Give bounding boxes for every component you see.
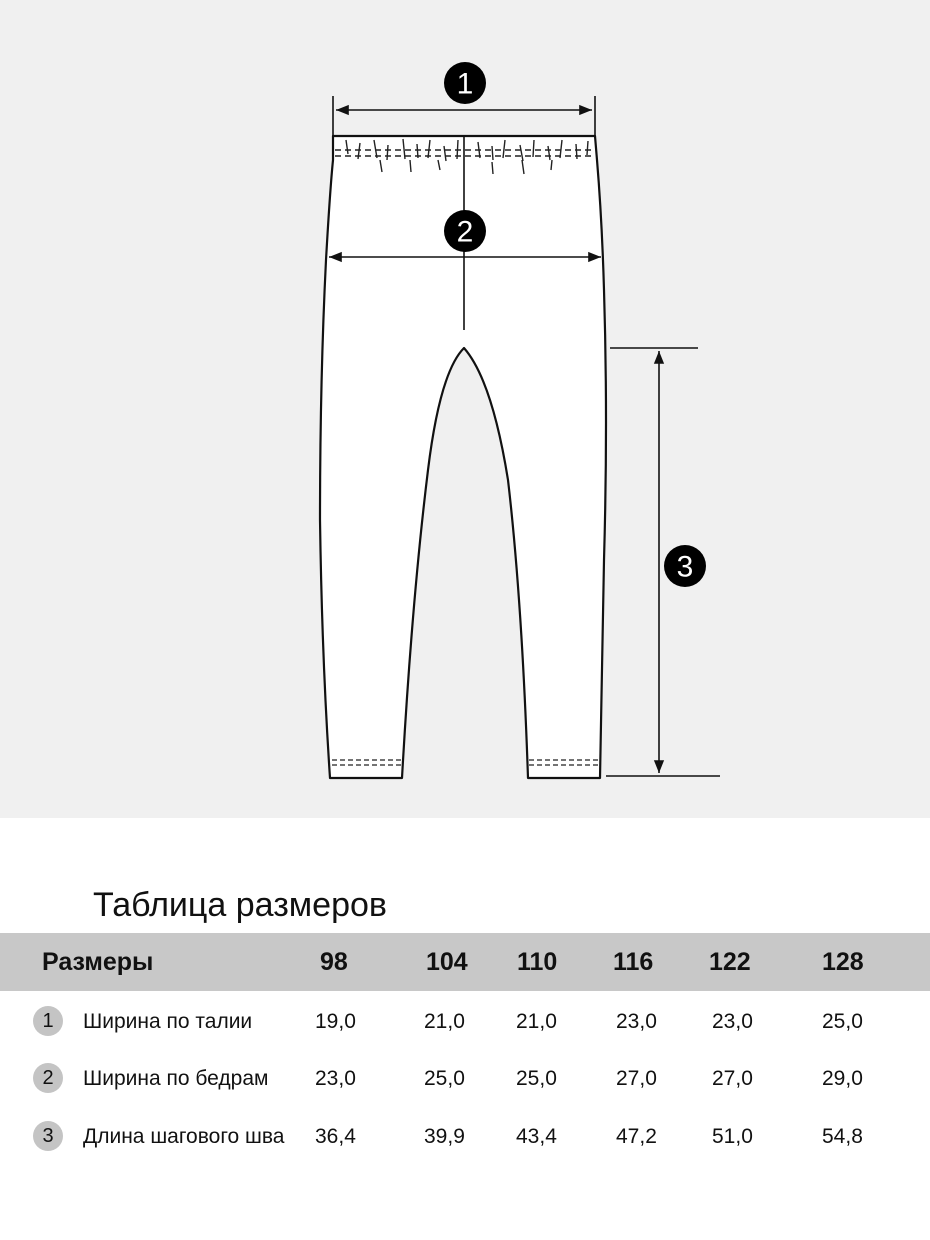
svg-text:2: 2 [456, 215, 474, 249]
marker-2 [444, 210, 486, 252]
cell-value: 21,0 [516, 1010, 557, 1033]
size-128: 128 [822, 948, 864, 976]
cell-value: 23,0 [616, 1010, 657, 1033]
row-number-badge: 3 [33, 1121, 63, 1151]
size-122: 122 [709, 948, 751, 976]
cell-value: 27,0 [616, 1067, 657, 1090]
cell-value: 47,2 [616, 1125, 657, 1148]
marker-1 [444, 62, 486, 104]
table-title: Таблица размеров [93, 886, 387, 924]
row-label: Длина шагового шва [83, 1125, 285, 1148]
cell-value: 54,8 [822, 1125, 863, 1148]
row-number-badge: 1 [33, 1006, 63, 1036]
svg-text:1: 1 [456, 67, 474, 101]
size-110: 110 [517, 948, 558, 976]
cell-value: 21,0 [424, 1010, 465, 1033]
svg-text:3: 3 [676, 550, 694, 584]
size-104: 104 [426, 948, 468, 976]
cell-value: 25,0 [424, 1067, 465, 1090]
cell-value: 43,4 [516, 1125, 557, 1148]
table-row [0, 1117, 930, 1157]
cell-value: 19,0 [315, 1010, 356, 1033]
row-label: Ширина по бедрам [83, 1067, 269, 1090]
size-116: 116 [613, 948, 654, 976]
table-header [0, 933, 930, 991]
row-label: Ширина по талии [83, 1010, 253, 1033]
cell-value: 25,0 [822, 1010, 863, 1033]
cell-value: 36,4 [315, 1125, 356, 1148]
cell-value: 25,0 [516, 1067, 557, 1090]
row-number-badge: 2 [33, 1063, 63, 1093]
table-row [0, 1002, 930, 1042]
size-98: 98 [320, 948, 348, 976]
marker-3 [664, 545, 706, 587]
cell-value: 23,0 [712, 1010, 753, 1033]
cell-value: 27,0 [712, 1067, 753, 1090]
header-label: Размеры [42, 948, 154, 976]
table-row [0, 1059, 930, 1099]
cell-value: 51,0 [712, 1125, 753, 1148]
cell-value: 39,9 [424, 1125, 465, 1148]
cell-value: 23,0 [315, 1067, 356, 1090]
cell-value: 29,0 [822, 1067, 863, 1090]
